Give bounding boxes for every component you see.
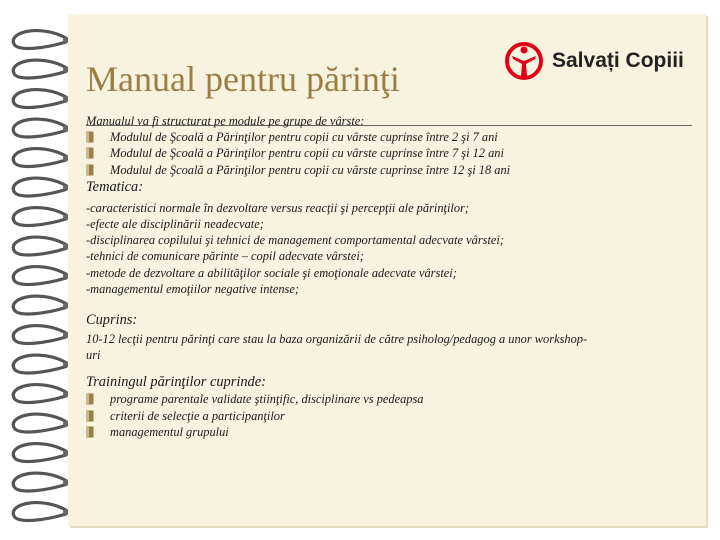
training-heading: Trainingul părinţilor cuprinde: [86,374,266,391]
list-item: criterii de selecţie a participanţilor [86,408,606,424]
list-item: Modulul de Şcoală a Părinţilor pentru copii cu vârste cuprinse între 12 şi 18 ani [86,162,606,178]
logo-text: Salvați Copiii [552,49,684,72]
save-the-children-logo-icon [504,41,544,81]
notebook-bullet-icon [86,131,94,143]
list-item: Modulul de Şcoală a Părinţilor pentru copii cu vârste cuprinse între 2 şi 7 ani [86,129,606,145]
slide-content [86,113,606,440]
slide-title: Manual pentru părinţi [86,59,400,99]
cuprins-heading: Cuprins: [86,312,138,329]
tematica-item: -metode de dezvoltare a abilităţilor sociale şi emoţionale adecvate vârstei; [86,265,457,280]
notebook-bullet-icon [86,164,94,176]
tematica-item: -tehnici de comunicare părinte – copil adecvate vârstei; [86,249,364,264]
tematica-item: -caracteristici normale în dezvoltare versus reacţii şi percepţii ale părinţilor; [86,200,470,215]
notebook-bullet-icon [86,393,94,405]
tematica-heading: Tematica: [86,178,144,195]
notebook-bullet-icon [86,147,94,159]
list-item: programe parentale validate ştiinţific, disciplinare vs pedeapsa [86,391,606,407]
cuprins-text: 10-12 lecţii pentru părinţi care stau la baza organizării de către psiholog/pedagog a unor workshop-uri [86,332,588,363]
list-item: Modulul de Şcoală a Părinţilor pentru copii cu vârste cuprinse între 7 şi 12 ani [86,145,606,161]
tematica-item: -efecte ale disciplinării neadecvate; [86,217,264,232]
tematica-item: -managementul emoţiilor negative intense; [86,281,299,296]
notebook-bullet-icon [86,410,94,422]
organization-logo [504,38,690,84]
intro-text: Manualul va fi structurat pe module pe grupe de vârste: [86,114,365,128]
notebook-bullet-icon [86,426,94,438]
list-item: managementul grupului [86,424,606,440]
tematica-item: -disciplinarea copilului şi tehnici de management comportamental adecvate vârstei; [86,233,504,248]
